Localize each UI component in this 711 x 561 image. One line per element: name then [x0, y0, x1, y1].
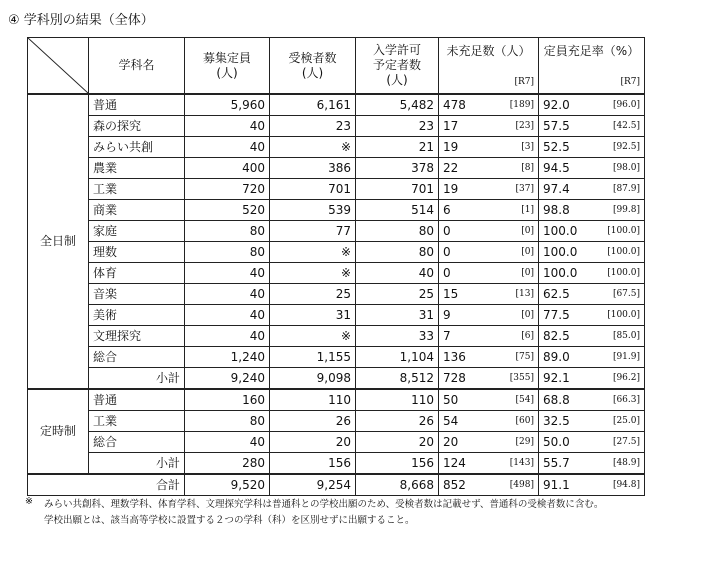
shortfall-cell-prev: [0] [521, 309, 534, 320]
shortfall-cell-prev: [498] [509, 479, 534, 490]
shortfall-cell-wrap [443, 201, 534, 220]
rate-cell-value: 92.1 [543, 370, 570, 385]
shortfall-cell [439, 305, 539, 326]
rate-cell-value: 100.0 [543, 223, 578, 238]
rate-cell [539, 116, 645, 137]
header-applicants-line2: (人) [301, 65, 324, 80]
rate-cell [539, 305, 645, 326]
shortfall-cell-wrap [443, 327, 534, 346]
applicants-cell: 539 [270, 200, 356, 221]
total-label: 合計 [28, 474, 185, 496]
rate-cell-wrap [543, 454, 640, 473]
shortfall-cell-prev: [75] [515, 351, 534, 362]
rate-cell [539, 221, 645, 242]
rate-cell-value: 57.5 [543, 118, 570, 133]
shortfall-cell-wrap [443, 476, 534, 495]
rate-cell-wrap [543, 327, 640, 346]
shortfall-cell [439, 179, 539, 200]
applicants-cell: 110 [270, 389, 356, 411]
applicants-cell: 31 [270, 305, 356, 326]
rate-cell-value: 32.5 [543, 413, 570, 428]
dept-cell: 商業 [89, 200, 185, 221]
shortfall-cell [439, 221, 539, 242]
dept-cell: 工業 [89, 411, 185, 432]
rate-cell-value: 68.8 [543, 392, 570, 407]
results-table [27, 37, 645, 496]
rate-cell-wrap [543, 117, 640, 136]
rate-cell [539, 284, 645, 305]
shortfall-cell-wrap [443, 180, 534, 199]
header-shortfall-note: [R7] [514, 77, 534, 87]
table-row [28, 326, 645, 347]
rate-cell-prev: [100.0] [607, 246, 640, 257]
rate-cell-wrap [543, 412, 640, 431]
rate-cell-value: 55.7 [543, 455, 570, 470]
rate-cell-value: 52.5 [543, 139, 570, 154]
table-row [28, 263, 645, 284]
shortfall-cell-prev: [29] [515, 436, 534, 447]
shortfall-cell-wrap [443, 433, 534, 452]
shortfall-cell-prev: [355] [509, 372, 534, 383]
quota-cell: 1,240 [185, 347, 270, 368]
subtotal-label: 小計 [89, 453, 185, 475]
applicants-cell: 6,161 [270, 94, 356, 116]
rate-cell-wrap [543, 222, 640, 241]
planned-cell: 25 [356, 284, 439, 305]
rate-cell-prev: [67.5] [612, 288, 640, 299]
table-row [28, 158, 645, 179]
subtotal-row [28, 368, 645, 390]
applicants-cell: 25 [270, 284, 356, 305]
planned-cell: 156 [356, 453, 439, 475]
rate-cell [539, 453, 645, 475]
applicants-cell: ※ [270, 326, 356, 347]
table-row [28, 116, 645, 137]
rate-cell [539, 200, 645, 221]
shortfall-cell [439, 347, 539, 368]
subtotal-row [28, 453, 645, 475]
applicants-cell: 9,098 [270, 368, 356, 390]
rate-cell-wrap [543, 476, 640, 495]
quota-cell: 40 [185, 284, 270, 305]
rate-cell-value: 77.5 [543, 307, 570, 322]
rate-cell [539, 94, 645, 116]
shortfall-cell-value: 0 [443, 244, 451, 259]
shortfall-cell-wrap [443, 243, 534, 262]
footnote-line2: 学校出願とは、該当高等学校に設置する２つの学科（科）を区別せずに出願すること。 [44, 515, 415, 526]
shortfall-cell-value: 9 [443, 307, 451, 322]
applicants-cell: ※ [270, 242, 356, 263]
table-row [28, 94, 645, 116]
header-dept: 学科名 [89, 38, 185, 95]
shortfall-cell-wrap [443, 138, 534, 157]
header-applicants-line1: 受検者数 [288, 50, 337, 65]
quota-cell: 40 [185, 432, 270, 453]
planned-cell: 31 [356, 305, 439, 326]
shortfall-cell-prev: [37] [515, 183, 534, 194]
dept-cell: 工業 [89, 179, 185, 200]
shortfall-cell-prev: [1] [521, 204, 534, 215]
quota-cell: 40 [185, 326, 270, 347]
rate-cell [539, 326, 645, 347]
rate-cell [539, 179, 645, 200]
shortfall-cell-prev: [13] [515, 288, 534, 299]
shortfall-cell [439, 389, 539, 411]
applicants-cell: 156 [270, 453, 356, 475]
rate-cell-value: 98.8 [543, 202, 570, 217]
shortfall-cell [439, 200, 539, 221]
planned-cell: 514 [356, 200, 439, 221]
header-rate-note: [R7] [620, 77, 640, 87]
shortfall-cell-prev: [143] [509, 457, 534, 468]
table-row [28, 432, 645, 453]
shortfall-cell [439, 368, 539, 390]
applicants-cell: 1,155 [270, 347, 356, 368]
shortfall-cell [439, 242, 539, 263]
dept-cell: 普通 [89, 94, 185, 116]
planned-cell: 33 [356, 326, 439, 347]
rate-cell-prev: [96.0] [612, 99, 640, 110]
table-row [28, 179, 645, 200]
shortfall-cell-value: 7 [443, 328, 451, 343]
shortfall-cell-value: 17 [443, 118, 459, 133]
rate-cell-wrap [543, 159, 640, 178]
table-row [28, 284, 645, 305]
quota-cell: 80 [185, 221, 270, 242]
rate-cell-wrap [543, 285, 640, 304]
dept-cell: 森の探究 [89, 116, 185, 137]
footnote-mark: ※ [25, 496, 33, 507]
shortfall-cell-value: 19 [443, 181, 459, 196]
shortfall-cell [439, 94, 539, 116]
header-shortfall [439, 38, 539, 95]
footnote-2 [44, 512, 415, 526]
dept-cell: 総合 [89, 347, 185, 368]
shortfall-cell-prev: [6] [521, 330, 534, 341]
shortfall-cell-prev: [189] [509, 99, 534, 110]
rate-cell-prev: [25.0] [612, 415, 640, 426]
quota-cell: 9,240 [185, 368, 270, 390]
shortfall-cell-value: 6 [443, 202, 451, 217]
rate-cell-wrap [543, 243, 640, 262]
header-planned-line3: (人) [386, 73, 408, 87]
quota-cell: 80 [185, 411, 270, 432]
quota-cell: 520 [185, 200, 270, 221]
dept-cell: 文理探究 [89, 326, 185, 347]
rate-cell [539, 263, 645, 284]
rate-cell-prev: [87.9] [612, 183, 640, 194]
shortfall-cell [439, 137, 539, 158]
dept-cell: 音楽 [89, 284, 185, 305]
applicants-cell: ※ [270, 263, 356, 284]
rate-cell-prev: [98.0] [612, 162, 640, 173]
rate-cell-value: 100.0 [543, 244, 578, 259]
header-rate [539, 38, 645, 95]
shortfall-cell-prev: [0] [521, 267, 534, 278]
rate-cell-wrap [543, 96, 640, 115]
applicants-cell: 23 [270, 116, 356, 137]
applicants-cell: 386 [270, 158, 356, 179]
rate-cell-prev: [92.5] [612, 141, 640, 152]
shortfall-cell [439, 158, 539, 179]
rate-cell [539, 389, 645, 411]
quota-cell: 9,520 [185, 474, 270, 496]
rate-cell-prev: [94.8] [612, 479, 640, 490]
corner-cell [28, 38, 89, 95]
rate-cell-wrap [543, 433, 640, 452]
rate-cell-value: 94.5 [543, 160, 570, 175]
shortfall-cell-wrap [443, 285, 534, 304]
dept-cell: 総合 [89, 432, 185, 453]
planned-cell: 8,668 [356, 474, 439, 496]
shortfall-cell-value: 0 [443, 223, 451, 238]
rate-cell-wrap [543, 138, 640, 157]
subtotal-label: 小計 [89, 368, 185, 390]
planned-cell: 80 [356, 242, 439, 263]
rate-cell [539, 432, 645, 453]
rate-cell [539, 242, 645, 263]
rate-cell-prev: [27.5] [612, 436, 640, 447]
quota-cell: 80 [185, 242, 270, 263]
rate-cell-value: 62.5 [543, 286, 570, 301]
applicants-cell: 701 [270, 179, 356, 200]
rate-cell-wrap [543, 348, 640, 367]
header-quota [185, 38, 270, 95]
dept-cell: 理数 [89, 242, 185, 263]
shortfall-cell-prev: [0] [521, 246, 534, 257]
header-row [28, 38, 645, 95]
shortfall-cell [439, 432, 539, 453]
rate-cell-value: 50.0 [543, 434, 570, 449]
shortfall-cell-wrap [443, 264, 534, 283]
quota-cell: 40 [185, 263, 270, 284]
shortfall-cell-wrap [443, 348, 534, 367]
rate-cell-prev: [42.5] [612, 120, 640, 131]
shortfall-cell-value: 852 [443, 477, 466, 492]
shortfall-cell-value: 22 [443, 160, 459, 175]
rate-cell-wrap [543, 201, 640, 220]
rate-cell-wrap [543, 180, 640, 199]
dept-cell: 普通 [89, 389, 185, 411]
rate-cell-wrap [543, 391, 640, 410]
shortfall-cell-wrap [443, 306, 534, 325]
rate-cell-prev: [100.0] [607, 267, 640, 278]
table-row [28, 137, 645, 158]
rate-cell-prev: [100.0] [607, 225, 640, 236]
total-row [28, 474, 645, 496]
shortfall-cell-wrap [443, 454, 534, 473]
rate-cell [539, 137, 645, 158]
diagonal-line [28, 38, 88, 93]
applicants-cell: 26 [270, 411, 356, 432]
header-quota-line1: 募集定員 [202, 50, 251, 65]
shortfall-cell-wrap [443, 391, 534, 410]
section-title: ④ 学科別の結果（全体） [8, 13, 154, 28]
header-applicants [270, 38, 356, 95]
shortfall-cell-value: 15 [443, 286, 459, 301]
shortfall-cell-prev: [8] [521, 162, 534, 173]
rate-cell-wrap [543, 306, 640, 325]
shortfall-cell-value: 20 [443, 434, 459, 449]
shortfall-cell [439, 326, 539, 347]
rate-cell-value: 91.1 [543, 477, 570, 492]
rate-cell-value: 89.0 [543, 349, 570, 364]
shortfall-cell-wrap [443, 222, 534, 241]
rate-cell-value: 92.0 [543, 97, 570, 112]
quota-cell: 720 [185, 179, 270, 200]
rate-cell [539, 368, 645, 390]
header-planned-line2: 予定者数 [372, 58, 421, 72]
group-label: 全日制 [28, 94, 89, 389]
shortfall-cell-value: 50 [443, 392, 459, 407]
rate-cell-value: 97.4 [543, 181, 570, 196]
planned-cell: 26 [356, 411, 439, 432]
planned-cell: 40 [356, 263, 439, 284]
quota-cell: 40 [185, 137, 270, 158]
shortfall-cell-prev: [23] [515, 120, 534, 131]
header-rate-label: 定員充足率（%） [543, 44, 640, 58]
shortfall-cell-wrap [443, 159, 534, 178]
shortfall-cell-wrap [443, 117, 534, 136]
shortfall-cell [439, 284, 539, 305]
header-shortfall-label: 未充足数（人） [446, 44, 531, 58]
planned-cell: 21 [356, 137, 439, 158]
rate-cell-prev: [100.0] [607, 309, 640, 320]
shortfall-cell [439, 263, 539, 284]
header-quota-line2: (人) [216, 65, 238, 80]
dept-cell: 美術 [89, 305, 185, 326]
quota-cell: 5,960 [185, 94, 270, 116]
dept-cell: 体育 [89, 263, 185, 284]
shortfall-cell-prev: [0] [521, 225, 534, 236]
shortfall-cell-value: 124 [443, 455, 466, 470]
planned-cell: 80 [356, 221, 439, 242]
shortfall-cell-prev: [60] [515, 415, 534, 426]
applicants-cell: 77 [270, 221, 356, 242]
shortfall-cell [439, 474, 539, 496]
rate-cell [539, 158, 645, 179]
quota-cell: 40 [185, 116, 270, 137]
quota-cell: 160 [185, 389, 270, 411]
planned-cell: 110 [356, 389, 439, 411]
shortfall-cell [439, 453, 539, 475]
rate-cell-prev: [66.3] [612, 394, 640, 405]
rate-cell-prev: [85.0] [612, 330, 640, 341]
shortfall-cell-value: 728 [443, 370, 466, 385]
shortfall-cell-prev: [3] [521, 141, 534, 152]
shortfall-cell-wrap [443, 412, 534, 431]
table-row [28, 221, 645, 242]
planned-cell: 1,104 [356, 347, 439, 368]
footnote-1 [25, 496, 604, 510]
planned-cell: 20 [356, 432, 439, 453]
shortfall-cell [439, 411, 539, 432]
shortfall-cell-value: 54 [443, 413, 459, 428]
rate-cell-wrap [543, 264, 640, 283]
planned-cell: 701 [356, 179, 439, 200]
planned-cell: 378 [356, 158, 439, 179]
dept-cell: 家庭 [89, 221, 185, 242]
rate-cell-value: 82.5 [543, 328, 570, 343]
shortfall-cell-value: 0 [443, 265, 451, 280]
footnote-line1: みらい共創科、理数学科、体育学科、文理探究学科は普通科との学校出願のため、受検者数は記載せず、普通科の受検者数に含む。 [44, 499, 604, 510]
shortfall-cell-value: 19 [443, 139, 459, 154]
rate-cell [539, 411, 645, 432]
table-row [28, 242, 645, 263]
table-row [28, 347, 645, 368]
dept-cell: 農業 [89, 158, 185, 179]
applicants-cell: 9,254 [270, 474, 356, 496]
header-planned [356, 38, 439, 95]
dept-cell: みらい共創 [89, 137, 185, 158]
planned-cell: 23 [356, 116, 439, 137]
quota-cell: 40 [185, 305, 270, 326]
applicants-cell: ※ [270, 137, 356, 158]
shortfall-cell-value: 478 [443, 97, 466, 112]
shortfall-cell-prev: [54] [515, 394, 534, 405]
quota-cell: 400 [185, 158, 270, 179]
table-row [28, 411, 645, 432]
planned-cell: 5,482 [356, 94, 439, 116]
table-row [28, 200, 645, 221]
rate-cell [539, 474, 645, 496]
applicants-cell: 20 [270, 432, 356, 453]
rate-cell [539, 347, 645, 368]
table-row [28, 305, 645, 326]
rate-cell-prev: [48.9] [612, 457, 640, 468]
rate-cell-prev: [91.9] [612, 351, 640, 362]
planned-cell: 8,512 [356, 368, 439, 390]
rate-cell-value: 100.0 [543, 265, 578, 280]
rate-cell-wrap [543, 369, 640, 388]
quota-cell: 280 [185, 453, 270, 475]
shortfall-cell-wrap [443, 369, 534, 388]
shortfall-cell-value: 136 [443, 349, 466, 364]
header-planned-line1: 入学許可 [372, 43, 421, 57]
shortfall-cell-wrap [443, 96, 534, 115]
table-row [28, 389, 645, 411]
rate-cell-prev: [96.2] [612, 372, 640, 383]
group-label: 定時制 [28, 389, 89, 474]
rate-cell-prev: [99.8] [612, 204, 640, 215]
shortfall-cell [439, 116, 539, 137]
